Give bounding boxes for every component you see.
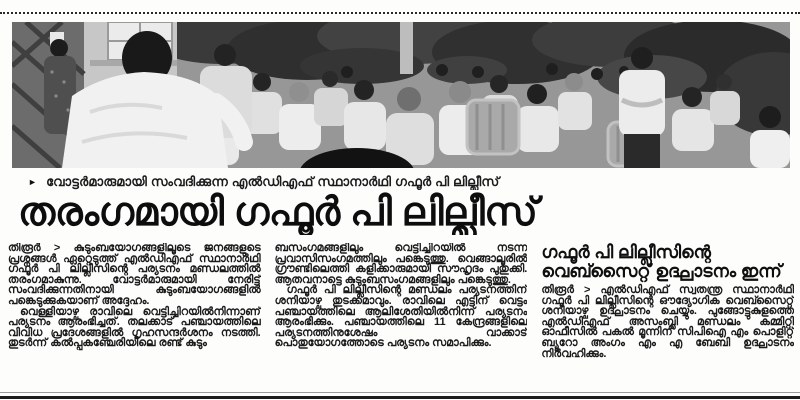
paragraph: ബസംഗമങ്ങളിലും വെട്ടിച്ചിറയിൽ നടന്ന പ്രവാസിസംഗമത്തിലും പങ്കെടുത്തു. വെങ്ങാലൂരിൽ ഗ്രൗണ്ടിലെത്തി കളിക്കാരുമായി സൗഹൃദം പുതുക്കി. ആതവനാട്ടെ കുടുംബസംഗമങ്ങളിലും പങ്കെടുത്തു.	[274, 243, 528, 286]
paragraph: തിരൂർ > കുടുംബയോഗങ്ങളിലൂടെ ജനങ്ങളുടെ പ്രശ്നങ്ങൾ ഏറ്റെടുത്ത് എൽഡിഎഫ് സ്ഥാനാർഥി ഗഫൂർ പി ലില്ലീസിന്റെ പര്യടനം മണ്ഡലത്തിൽ തരംഗമാകുന്നു. വോട്ടർമാരുമായി നേരിട്ട് സംവദിക്കുന്നതിനായി കുടുംബയോഗങ്ങളിൽ പങ്കെടുക്കുകയാണ് അദ്ദേഹം.	[8, 243, 261, 307]
bottom-double-rule	[0, 392, 800, 399]
article-body	[8, 243, 794, 391]
photo-caption-text: വോട്ടർമാരുമായി സംവദിക്കുന്ന എൽഡിഎഫ് സ്ഥാനാർഥി ഗഫൂർ പി ലില്ലീസ്	[46, 174, 500, 189]
main-headline: തരംഗമായി ഗഫൂർ പി ലില്ലീസ്	[18, 191, 538, 234]
article-column-3	[541, 243, 794, 391]
caption-arrow-icon: ►	[28, 177, 38, 187]
photo-caption	[28, 174, 788, 190]
paragraph: ഗഫൂർ പി ലില്ലീസിന്റെ മണ്ഡലം പര്യടനത്തിന് ശനിയാഴ്ച തുടക്കമാവും. രാവിലെ എട്ടിന് വെട്ടം പഞ്ചായത്തിലെ ആലിശേതിയിൽനിന്ന് പര്യടനം ആരംഭിക്കും. പഞ്ചായത്തിലെ 11 കേന്ദ്രങ്ങളിലെ പര്യടനത്തിനുശേഷം വാക്കാട് പൊതുയോഗത്തോടെ പര്യടനം സമാപിക്കും.	[274, 284, 528, 350]
palm-trunk	[400, 22, 413, 74]
news-photo-illustration	[12, 22, 790, 168]
sub-headline: ഗഫൂർ പി ലില്ലീസിന്റെ വെബ്സൈറ്റ് ഉദ്ഘാടനം ഇന്ന്	[541, 243, 782, 281]
article-column-1	[8, 243, 261, 391]
paragraph: തിരൂർ > എൽഡിഎഫ് സ്വതന്ത്ര സ്ഥാനാർഥി ഗഫൂർ പി ലില്ലീസിന്റെ ഔദ്യോഗിക വെബ്സൈറ്റ് ശനിയാഴ്ച ഉദ്ഘാടനം ചെയ്യും. പുങ്ങോട്ടുകുളത്തെ എൽഡിഎഫ് അസംബ്ലി മണ്ഡലം കമ്മിറ്റി ഓഫീസിൽ പകൽ മൂന്നിന് സിപിഐ എം പൊളിറ്റ് ബ്യൂറോ അംഗം എം എ ബേബി ഉദ്ഘാടനം നിർവഹിക്കും.	[541, 284, 794, 360]
paragraph: വെള്ളിയാഴ്ച രാവിലെ വെട്ടിച്ചിറയിൽനിന്നാണ് പര്യടനം ആരംഭിച്ചത്. തലക്കാട് പഞ്ചായത്തിലെ വിവിധ പ്രദേശങ്ങളിൽ ഗൃഹസന്ദർശനം നടത്തി. തുടർന്ന് കൽപ്പകഞ്ചേരിയിലെ രണ്ട് കുടും	[8, 305, 261, 350]
article-column-2	[275, 243, 528, 391]
top-dotted-rule	[0, 12, 800, 14]
news-photo	[12, 22, 790, 168]
